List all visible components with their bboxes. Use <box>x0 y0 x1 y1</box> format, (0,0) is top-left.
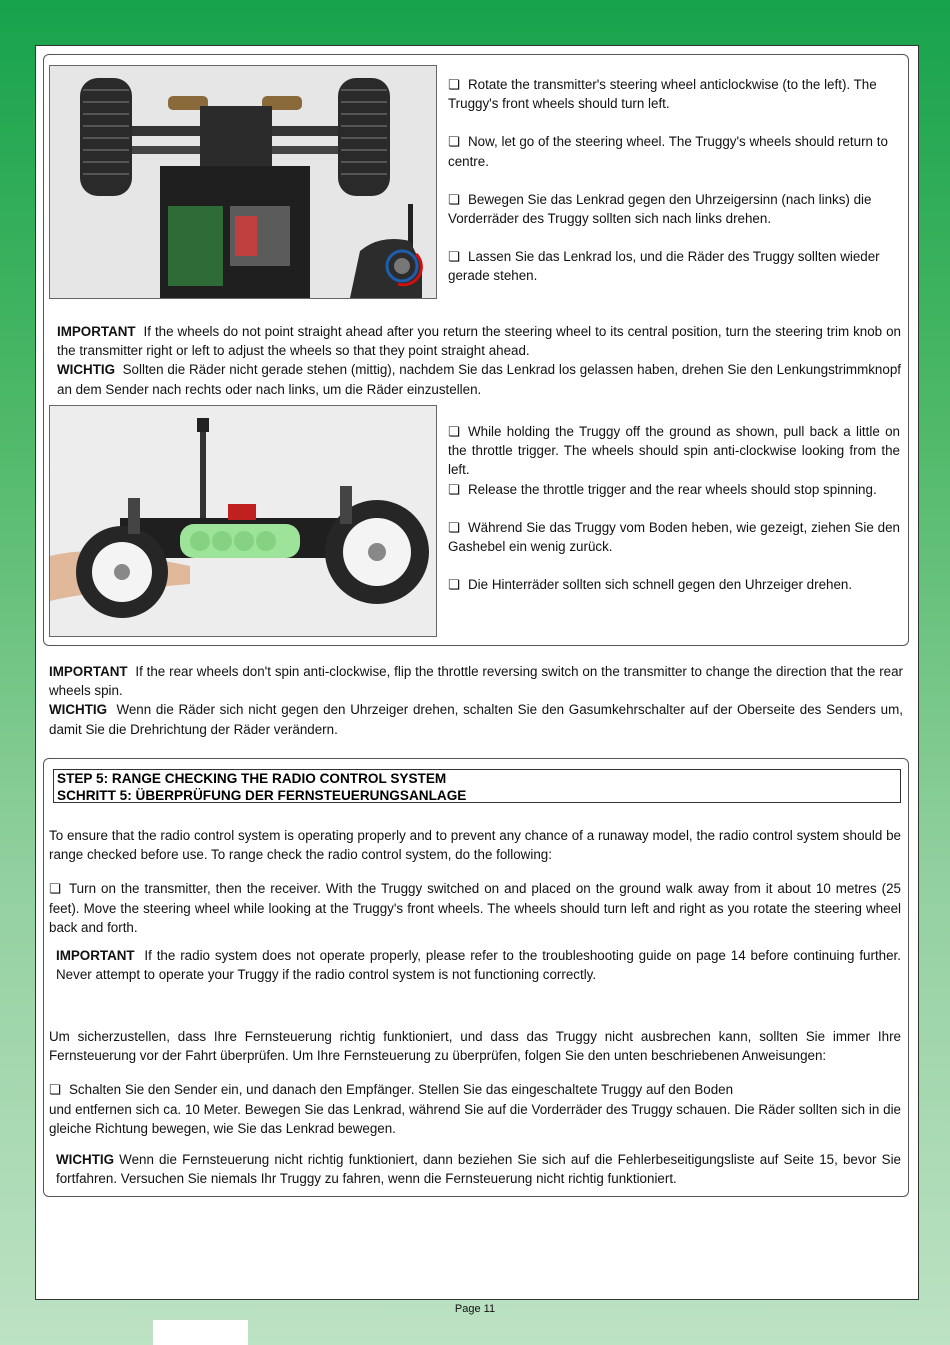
throttle-instructions <box>448 422 900 594</box>
wichtig-label: WICHTIG <box>49 702 108 718</box>
bullet-item: ❏ Während Sie das Truggy vom Boden heben, wie gezeigt, ziehen Sie den Gashebel ein wenig zurück. <box>448 519 900 555</box>
checkbox-bullet-icon: ❏ <box>448 77 461 92</box>
checkbox-bullet-icon: ❏ <box>448 134 461 150</box>
bullet-item: ❏ Die Hinterräder sollten sich schnell gegen den Uhrzeiger drehen. <box>448 575 900 594</box>
truggy-side-photo <box>49 405 437 637</box>
checkbox-bullet-icon: ❏ <box>448 249 461 265</box>
bullet-item: ❏ While holding the Truggy off the ground as shown, pull back a little on the throttle trigger. The wheels should spin anti-clockwise looking from the left. <box>448 424 900 478</box>
bullet-item: ❏ Rotate the transmitter's steering wheel anticlockwise (to the left). The Truggy's front wheels should turn left. <box>448 77 877 112</box>
step5-title-en: STEP 5: RANGE CHECKING THE RADIO CONTROL SYSTEM <box>57 771 447 786</box>
important-label: IMPORTANT <box>57 324 136 339</box>
checkbox-bullet-icon: ❏ <box>448 424 461 439</box>
step5-german: Um sicherzustellen, dass Ihre Fernsteuerung richtig funktioniert, und dass das Truggy nicht ausbrechen kann, sollten Sie immer Ihre Fernsteuerung vor der Fahrt überprüfen. Um Ihre Fernsteuerung zu überprüfen, folgen Sie den unten beschriebenen Anweisungen: ❏ Schalten Sie den Sender ein, und danach den Empfänger. Stellen Sie das eingeschaltete Truggy auf den Boden und entfernen sich ca. 10 Meter. Bewegen Sie das Lenkrad, während Sie auf die Vorderräder des Truggy schauen. Die Räder sollten sich in die gleiche Richtung bewegen, wie Sie das Lenkrad bewegen. WICHTIG Wenn die Fernsteuerung nicht richtig funktioniert, dann beziehen Sie sich auf die Fehlerbeseitigungsliste auf Seite 15, bevor Sie fortfahren. Versuchen Sie niemals Ihr Truggy zu fahren, wenn die Fernsteuerung nicht richtig funktioniert. <box>49 1029 901 1187</box>
checkbox-bullet-icon: ❏ <box>49 881 62 897</box>
checkbox-bullet-icon: ❏ <box>448 519 461 535</box>
checkbox-bullet-icon: ❏ <box>49 1082 62 1098</box>
wichtig-label: WICHTIG <box>57 362 116 378</box>
checkbox-bullet-icon: ❏ <box>448 191 461 207</box>
step5-title-de: SCHRITT 5: ÜBERPRÜFUNG DER FERNSTEUERUNGSANLAGE <box>57 788 467 803</box>
steering-instructions <box>448 75 900 286</box>
steering-test-box <box>43 54 909 646</box>
important-label: IMPORTANT <box>56 948 135 964</box>
bullet-item: ❏ Lassen Sie das Lenkrad los, und die Räder des Truggy sollten wieder gerade stehen. <box>448 249 880 284</box>
steering-important-note: IMPORTANT If the wheels do not point straight ahead after you return the steering wheel to its central position, turn the steering trim knob on the transmitter right or left to adjust the wheels so that they point straight ahead. WICHTIG Sollten die Räder nicht gerade stehen (mittig), nachdem Sie das Lenkrad los gelassen haben, drehen Sie den Lenkungstrimmknopf an dem Sender nach rechts oder nach links, um die Räder einzustellen. <box>57 324 901 397</box>
footer-tab <box>153 1320 248 1345</box>
bullet-item: ❏ Bewegen Sie das Lenkrad gegen den Uhrzeigersinn (nach links) die Vorderräder des Truggy sollten sich nach links drehen. <box>448 191 872 227</box>
step5-heading <box>53 769 901 803</box>
bullet-item: ❏ Turn on the transmitter, then the receiver. With the Truggy switched on and placed on the ground walk away from it about 10 metres (25 feet). Move the steering wheel while looking at the Truggy's front wheels. The wheels should turn left and right as you rotate the steering wheel back and forth. <box>49 881 901 935</box>
page-number: Page 11 <box>454 1303 496 1315</box>
chassis-top-photo <box>49 65 437 299</box>
step5-intro-de: Um sicherzustellen, dass Ihre Fernsteuerung richtig funktioniert, und dass das Truggy nicht ausbrechen kann, sollten Sie immer Ihre Fernsteuerung vor der Fahrt überprüfen. Um Ihre Fernsteuerung zu überprüfen, folgen Sie den unten beschriebenen Anweisungen: <box>49 1029 901 1064</box>
bullet-item: ❏ Schalten Sie den Sender ein, und danach den Empfänger. Stellen Sie das eingeschaltete Truggy auf den Boden <box>49 1080 901 1099</box>
step5-intro-en: To ensure that the radio control system is operating properly and to prevent any chance of a runaway model, the radio control system should be range checked before use. To range check the radio control system, do the following: <box>49 828 901 863</box>
bullet-item: ❏ Now, let go of the steering wheel. The Truggy's wheels should return to centre. <box>448 134 888 169</box>
important-label: IMPORTANT <box>49 664 128 679</box>
wichtig-label: WICHTIG <box>56 1152 115 1168</box>
checkbox-bullet-icon: ❏ <box>448 481 461 497</box>
step5-english: To ensure that the radio control system is operating properly and to prevent any chance of a runaway model, the radio control system should be range checked before use. To range check the radio control system, do the following: ❏ Turn on the transmitter, then the receiver. With the Truggy switched on and placed on the ground walk away from it about 10 metres (25 feet). Move the steering wheel while looking at the Truggy's front wheels. The wheels should turn left and right as you rotate the steering wheel back and forth. IMPORTANT If the radio system does not operate properly, please refer to the troubleshooting guide on page 14 before continuing further. Never attempt to operate your Truggy if the radio control system is not functioning correctly. <box>49 828 901 983</box>
throttle-important-note: IMPORTANT If the rear wheels don't spin anti-clockwise, flip the throttle reversing switch on the transmitter to change the direction that the rear wheels spin. WICHTIG Wenn die Räder sich nicht gegen den Uhrzeiger drehen, schalten Sie den Gasumkehrschalter auf der Oberseite des Senders um, damit Sie die Drehrichtung der Räder verändern. <box>49 664 904 737</box>
bullet-item: ❏ Release the throttle trigger and the rear wheels should stop spinning. <box>448 480 900 499</box>
page-sheet <box>35 45 919 1300</box>
checkbox-bullet-icon: ❏ <box>448 577 461 593</box>
